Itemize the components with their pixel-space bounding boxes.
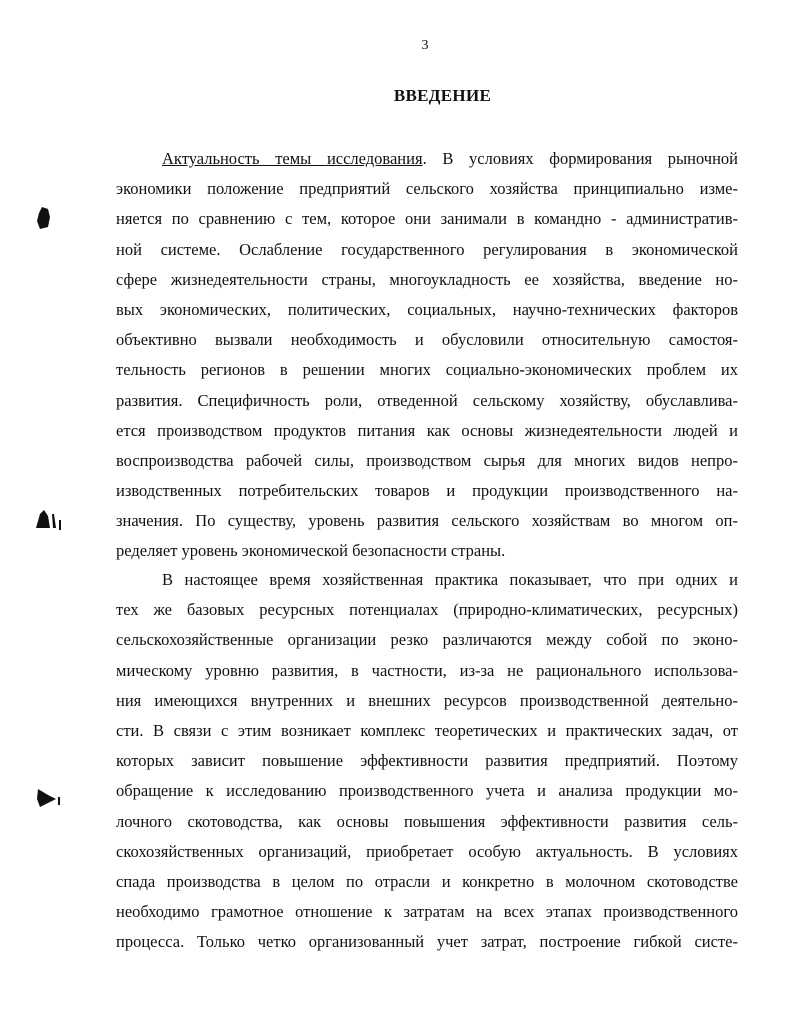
text-line: тех же базовых ресурсных потенциалах (природно-климатических, ресурсных)	[116, 600, 738, 620]
text-line: объективно вызвали необходимость и обусловили относительную самостоя-	[116, 330, 738, 350]
text-line: процесса. Только четко организованный учет затрат, построение гибкой систе-	[116, 932, 738, 952]
text-line: мическому уровню развития, в частности, из-за не рационального использова-	[116, 660, 738, 680]
section-heading: ВВЕДЕНИЕ	[393, 86, 492, 105]
text-line: няется по сравнению с тем, которое они занимали в командно - административ-	[116, 209, 738, 229]
text-line: значения. По существу, уровень развития сельского хозяйствам во многом оп-	[116, 511, 738, 531]
text-line: тельность регионов в решении многих социально-экономических проблем их	[116, 360, 738, 380]
text-line: развития. Специфичность роли, отведенной сельскому хозяйству, обуславлива-	[116, 390, 738, 410]
text-line: спада производства в целом по отрасли и конкретно в молочном скотоводстве	[116, 871, 738, 891]
paragraph-practice	[116, 565, 738, 957]
text-line: вых экономических, политических, социальных, научно-технических факторов	[116, 299, 738, 319]
text-line: скохозяйственных организаций, приобретает особую актуальность. В условиях	[116, 841, 738, 861]
text-line: В настоящее время хозяйственная практика показывает, что при одних и	[162, 570, 738, 589]
text-line: ной системе. Ослабление государственного регулирования в экономической	[116, 239, 738, 259]
text-line: воспроизводства рабочей силы, производством сырья для многих видов непро-	[116, 450, 738, 470]
text-line: необходимо грамотное отношение к затратам на всех этапах производственного	[116, 902, 738, 922]
text-line: экономики положение предприятий сельского хозяйства принципиально изме-	[116, 179, 738, 199]
text-line	[116, 144, 738, 174]
text-line: ется производством продуктов питания как основы жизнедеятельности людей и	[116, 420, 738, 440]
text-line: сти. В связи с этим возникает комплекс теоретических и практических задач, от	[116, 720, 738, 740]
text-line: обращение к исследованию производственного учета и анализа продукции мо-	[116, 781, 738, 801]
text-line: которых зависит повышение эффективности развития предприятий. Поэтому	[116, 751, 738, 771]
text-line: изводственных потребительских товаров и продукции производственного на-	[116, 481, 738, 501]
text-line: сельскохозяйственные организации резко различаются между собой по эконо-	[116, 630, 738, 650]
paragraph-relevance	[116, 144, 738, 567]
scan-mark-icon	[34, 787, 64, 809]
page-number: 3	[421, 38, 429, 53]
text-line: ния имеющихся внутренних и внешних ресурсов производственной деятельно-	[116, 690, 738, 710]
relevance-title: Актуальность темы исследования	[162, 149, 423, 168]
text-line: лочного скотоводства, как основы повышения эффективности развития сель-	[116, 811, 738, 831]
text-line: сфере жизнедеятельности страны, многоукладность ее хозяйства, введение но-	[116, 269, 738, 289]
scan-mark-icon	[34, 205, 54, 231]
scan-mark-icon	[34, 508, 62, 532]
text-line: ределяет уровень экономической безопасности страны.	[116, 541, 506, 561]
text-fragment: . В условиях формирования рыночной	[422, 149, 738, 168]
